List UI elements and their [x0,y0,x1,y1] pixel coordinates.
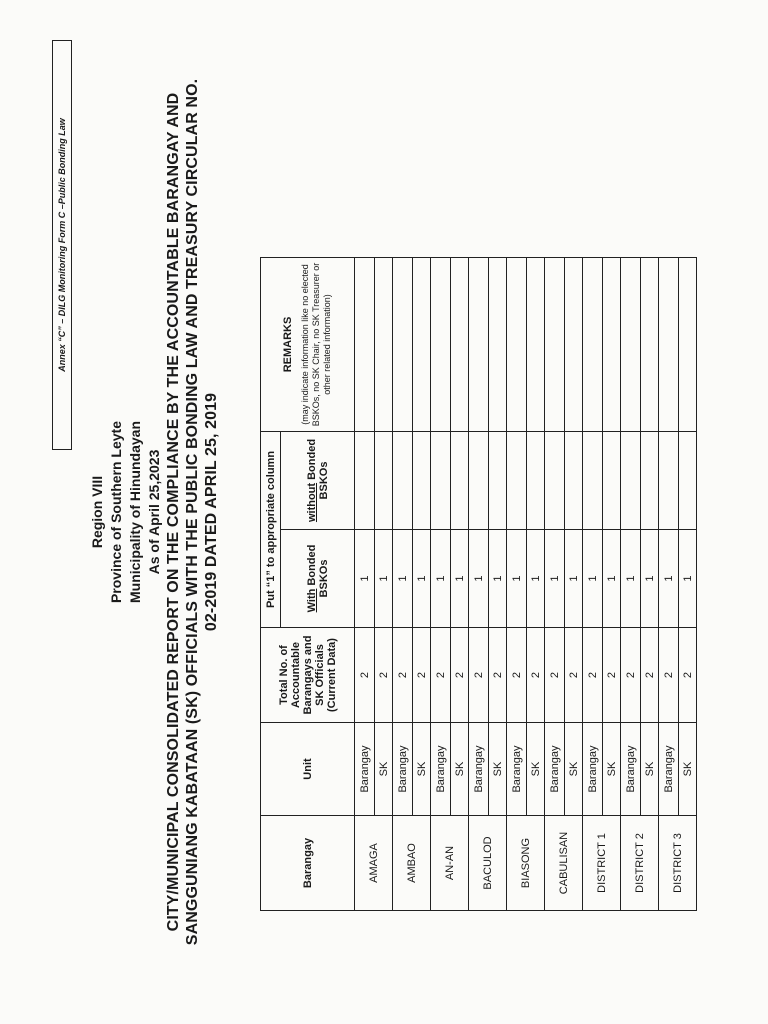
unit-cell: Barangay [469,723,489,816]
barangay-name-cell: AMBAO [393,816,431,911]
remarks-cell [527,257,545,431]
with-bonded-cell: 1 [451,530,469,628]
remarks-title: REMARKS [282,316,294,373]
table-row [641,257,659,910]
without-bonded-cell [603,431,621,529]
table-row [451,257,469,910]
remarks-cell [469,257,489,431]
without-bonded-cell [641,431,659,529]
remarks-cell [659,257,679,431]
unit-cell: SK [375,723,393,816]
unit-cell: Barangay [431,723,451,816]
remarks-cell [565,257,583,431]
without-bonded-cell [431,431,451,529]
as-of-date: As of April 25,2023 [146,449,162,575]
without-bonded-cell [413,431,431,529]
barangay-name-cell: AMAGA [355,816,393,911]
table-row [621,257,641,910]
remarks-note: (may indicate information like no elected BSKOs, no SK Chair, no SK Treasurer or other related information) [300,262,332,427]
remarks-cell [583,257,603,431]
total-cell: 2 [583,628,603,723]
total-cell: 2 [489,628,507,723]
total-cell: 2 [565,628,583,723]
total-cell: 2 [603,628,621,723]
with-bonded-cell: 1 [545,530,565,628]
total-cell: 2 [659,628,679,723]
table-row [375,257,393,910]
table-row [507,257,527,910]
table-row [431,257,451,910]
remarks-cell [355,257,375,431]
header-without-bonded [281,431,355,529]
table-row [527,257,545,910]
total-cell: 2 [527,628,545,723]
unit-cell: SK [451,723,469,816]
unit-cell: SK [489,723,507,816]
table-row [489,257,507,910]
remarks-cell [507,257,527,431]
unit-cell: SK [679,723,697,816]
remarks-cell [375,257,393,431]
unit-cell: Barangay [583,723,603,816]
header-barangay: Barangay [261,816,355,911]
table-row [355,257,375,910]
remarks-cell [413,257,431,431]
table-body [355,257,697,910]
header-remarks [261,257,355,431]
without-bonded-cell [621,431,641,529]
total-cell: 2 [451,628,469,723]
total-cell: 2 [431,628,451,723]
with-bonded-cell: 1 [413,530,431,628]
unit-cell: SK [565,723,583,816]
remarks-cell [431,257,451,431]
with-bonded-cell: 1 [583,530,603,628]
report-header [88,50,221,974]
table-row [393,257,413,910]
table-row [603,257,621,910]
total-cell: 2 [393,628,413,723]
total-cell: 2 [375,628,393,723]
unit-cell: Barangay [355,723,375,816]
header-unit: Unit [261,723,355,816]
with-bonded-cell: 1 [679,530,697,628]
remarks-cell [451,257,469,431]
report-title-line-2: SANGGUNIANG KABATAAN (SK) OFFICIALS WITH THE PUBLIC BONDING LAW AND TREASURY CIRCULAR NO. [184,78,201,946]
with-underlined: With [305,588,318,613]
unit-cell: SK [413,723,431,816]
with-bonded-cell: 1 [355,530,375,628]
barangay-name-cell: CABULISAN [545,816,583,911]
with-bonded-cell: 1 [565,530,583,628]
total-cell: 2 [621,628,641,723]
with-rest: Bonded BSKOs [305,544,330,598]
with-bonded-cell: 1 [469,530,489,628]
compliance-table [260,257,697,911]
unit-cell: SK [527,723,545,816]
report-title-line-3: 02-2019 DATED APRIL 25, 2019 [203,392,220,632]
barangay-name-cell: BIASONG [507,816,545,911]
annex-label: Annex “C” – DILG Monitoring Form C –Public Bonding Law [57,118,67,372]
without-underlined: without [305,482,318,523]
total-cell: 2 [641,628,659,723]
remarks-cell [641,257,659,431]
table-row [659,257,679,910]
unit-cell: Barangay [393,723,413,816]
without-bonded-cell [527,431,545,529]
total-cell: 2 [355,628,375,723]
unit-cell: SK [641,723,659,816]
remarks-cell [545,257,565,431]
with-bonded-cell: 1 [489,530,507,628]
without-bonded-cell [393,431,413,529]
barangay-name-cell: AN-AN [431,816,469,911]
unit-cell: Barangay [545,723,565,816]
total-cell: 2 [413,628,431,723]
without-bonded-cell [451,431,469,529]
remarks-cell [489,257,507,431]
barangay-name-cell: DISTRICT 3 [659,816,697,911]
unit-cell: Barangay [621,723,641,816]
with-bonded-cell: 1 [603,530,621,628]
header-with-bonded [281,530,355,628]
without-bonded-cell [659,431,679,529]
province-text: Province of Southern Leyte [108,420,124,604]
unit-cell: SK [603,723,621,816]
with-bonded-cell: 1 [659,530,679,628]
without-bonded-cell [355,431,375,529]
with-bonded-cell: 1 [393,530,413,628]
with-bonded-cell: 1 [507,530,527,628]
remarks-cell [393,257,413,431]
table-row [469,257,489,910]
without-bonded-cell [469,431,489,529]
without-bonded-cell [507,431,527,529]
unit-cell: Barangay [507,723,527,816]
table-row [679,257,697,910]
unit-cell: Barangay [659,723,679,816]
table-row [565,257,583,910]
without-bonded-cell [375,431,393,529]
barangay-name-cell: DISTRICT 1 [583,816,621,911]
without-bonded-cell [565,431,583,529]
remarks-cell [679,257,697,431]
table-row [413,257,431,910]
total-cell: 2 [545,628,565,723]
header-put-one: Put “1” to appropriate column [261,431,281,627]
without-rest: Bonded BSKOs [305,438,330,500]
barangay-name-cell: DISTRICT 2 [621,816,659,911]
with-bonded-cell: 1 [527,530,545,628]
barangay-name-cell: BACULOD [469,816,507,911]
without-bonded-cell [489,431,507,529]
with-bonded-cell: 1 [641,530,659,628]
report-title-line-1: CITY/MUNICIPAL CONSOLIDATED REPORT ON THE COMPLIANCE BY THE ACCOUNTABLE BARANGAY AND [165,92,182,932]
table-row [545,257,565,910]
annex-label-box [52,40,72,450]
remarks-cell [621,257,641,431]
with-bonded-cell: 1 [375,530,393,628]
without-bonded-cell [545,431,565,529]
header-total: Total No. of Accountable Barangays and SK Officials (Current Data) [261,628,355,723]
table-row [583,257,603,910]
total-cell: 2 [507,628,527,723]
remarks-cell [603,257,621,431]
total-cell: 2 [679,628,697,723]
without-bonded-cell [583,431,603,529]
municipality-text: Municipality of Hinundayan [127,421,143,604]
with-bonded-cell: 1 [431,530,451,628]
with-bonded-cell: 1 [621,530,641,628]
without-bonded-cell [679,431,697,529]
region-text: Region VIII [89,475,105,549]
total-cell: 2 [469,628,489,723]
